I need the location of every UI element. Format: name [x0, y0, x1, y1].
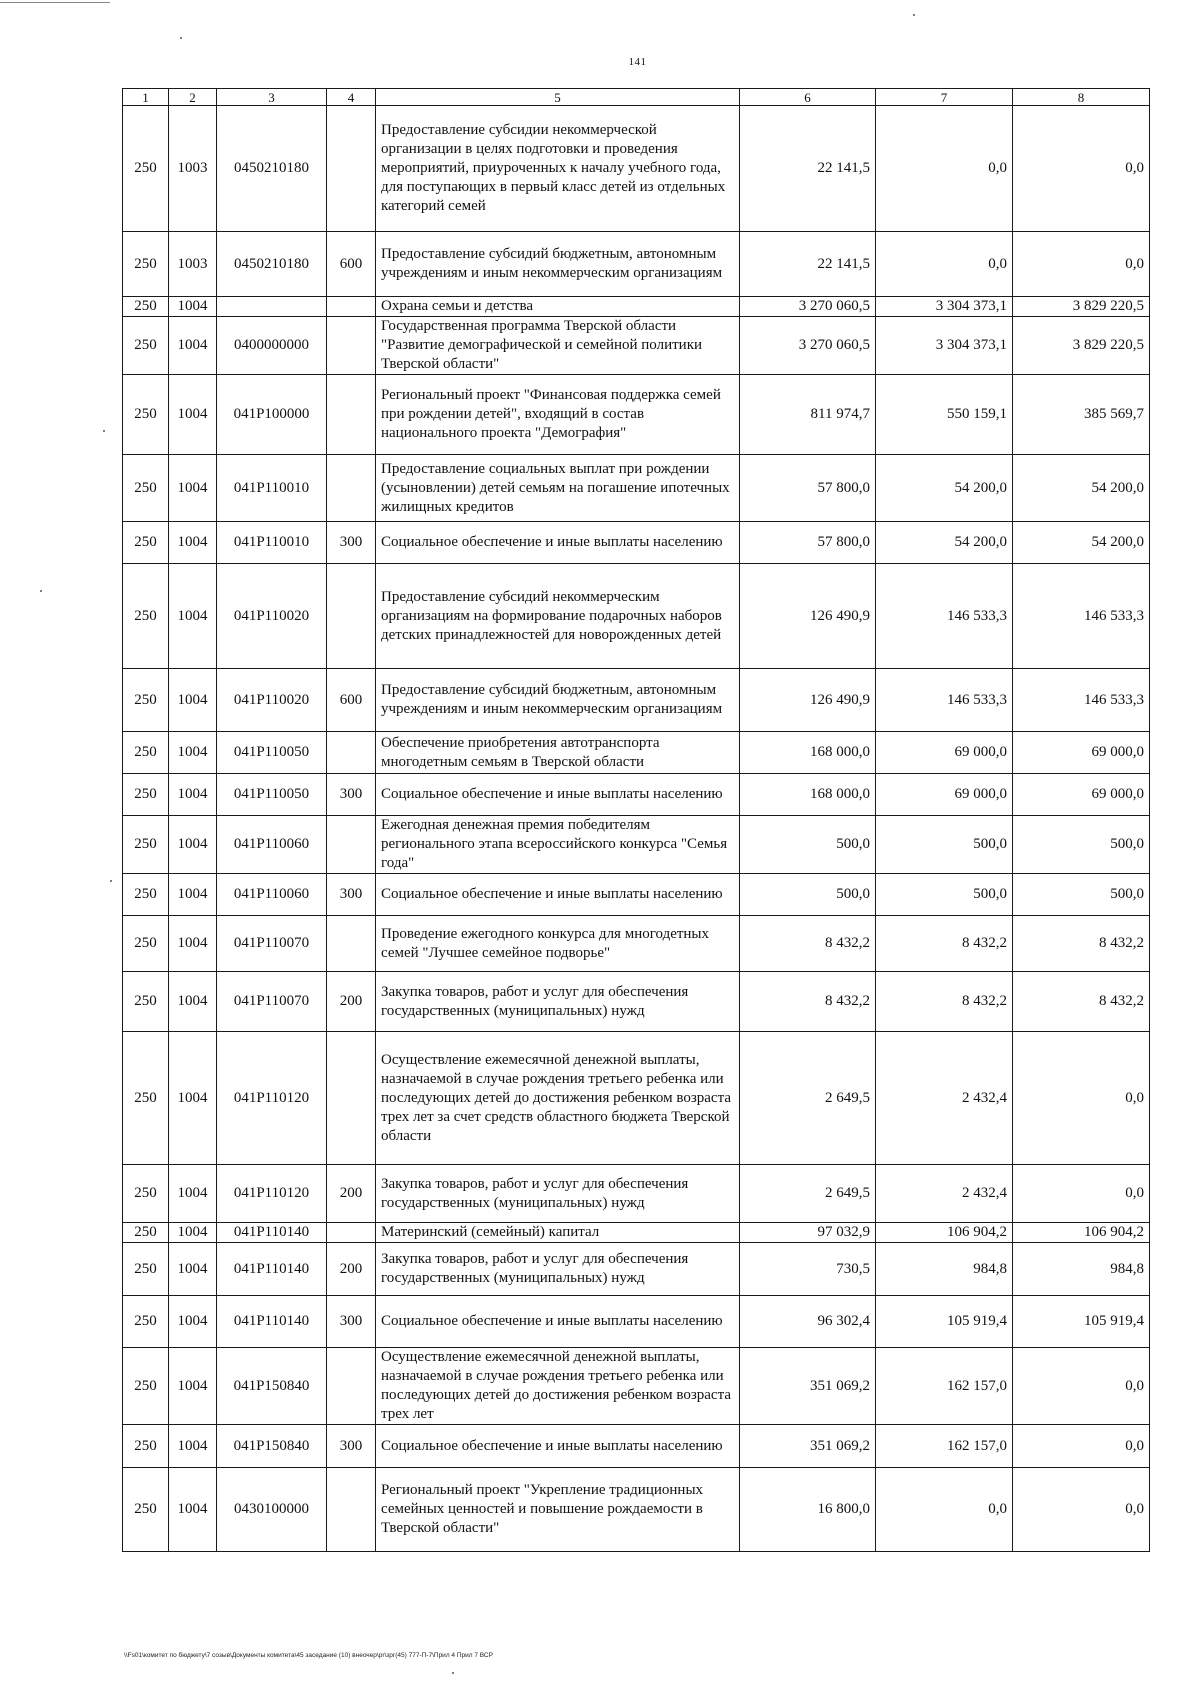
- cell-description: Социальное обеспечение и иные выплаты населению: [376, 522, 740, 564]
- cell-expense-type: 300: [327, 774, 376, 816]
- cell-expense-type: [327, 816, 376, 874]
- column-header: 8: [1013, 89, 1150, 106]
- cell-section-code: 1004: [169, 816, 217, 874]
- cell-amount-year1: 57 800,0: [740, 455, 876, 522]
- cell-admin-code: 250: [123, 732, 169, 774]
- cell-amount-year3: 106 904,2: [1013, 1223, 1150, 1243]
- cell-admin-code: 250: [123, 774, 169, 816]
- cell-amount-year2: 550 159,1: [876, 375, 1013, 455]
- cell-amount-year1: 3 270 060,5: [740, 317, 876, 375]
- cell-admin-code: 250: [123, 297, 169, 317]
- cell-section-code: 1004: [169, 1425, 217, 1468]
- cell-amount-year1: 8 432,2: [740, 916, 876, 972]
- table-row: [123, 106, 1150, 232]
- cell-section-code: 1003: [169, 106, 217, 232]
- scan-speck: [452, 1672, 454, 1674]
- table-row: [123, 1243, 1150, 1296]
- cell-section-code: 1004: [169, 522, 217, 564]
- cell-amount-year1: 351 069,2: [740, 1348, 876, 1425]
- table-body: [123, 106, 1150, 1552]
- cell-target-article: 041P110010: [217, 522, 327, 564]
- column-header: 6: [740, 89, 876, 106]
- cell-admin-code: 250: [123, 375, 169, 455]
- cell-amount-year3: 8 432,2: [1013, 916, 1150, 972]
- cell-amount-year3: 500,0: [1013, 874, 1150, 916]
- cell-section-code: 1004: [169, 564, 217, 669]
- cell-description: Предоставление субсидий бюджетным, автономным учреждениям и иным некоммерческим организациям: [376, 669, 740, 732]
- table-row: [123, 972, 1150, 1032]
- cell-admin-code: 250: [123, 1296, 169, 1348]
- cell-target-article: 041P110120: [217, 1165, 327, 1223]
- cell-admin-code: 250: [123, 1425, 169, 1468]
- cell-amount-year3: 0,0: [1013, 1425, 1150, 1468]
- cell-admin-code: 250: [123, 522, 169, 564]
- table-row: [123, 564, 1150, 669]
- cell-admin-code: 250: [123, 669, 169, 732]
- cell-expense-type: 200: [327, 1243, 376, 1296]
- cell-amount-year1: 2 649,5: [740, 1165, 876, 1223]
- cell-target-article: 041P110050: [217, 774, 327, 816]
- cell-amount-year1: 351 069,2: [740, 1425, 876, 1468]
- table-row: [123, 375, 1150, 455]
- cell-amount-year3: 54 200,0: [1013, 455, 1150, 522]
- cell-section-code: 1003: [169, 232, 217, 297]
- cell-amount-year3: 385 569,7: [1013, 375, 1150, 455]
- cell-amount-year3: 54 200,0: [1013, 522, 1150, 564]
- cell-target-article: [217, 297, 327, 317]
- cell-amount-year3: 3 829 220,5: [1013, 297, 1150, 317]
- cell-amount-year2: 146 533,3: [876, 669, 1013, 732]
- cell-expense-type: [327, 375, 376, 455]
- cell-amount-year2: 69 000,0: [876, 732, 1013, 774]
- cell-section-code: 1004: [169, 375, 217, 455]
- cell-amount-year1: 3 270 060,5: [740, 297, 876, 317]
- cell-target-article: 041P110020: [217, 564, 327, 669]
- cell-section-code: 1004: [169, 1223, 217, 1243]
- column-header: 3: [217, 89, 327, 106]
- cell-section-code: 1004: [169, 1468, 217, 1552]
- cell-description: Закупка товаров, работ и услуг для обеспечения государственных (муниципальных) нужд: [376, 972, 740, 1032]
- cell-description: Предоставление субсидий некоммерческим организациям на формирование подарочных наборов детских принадлежностей для новорожденных детей: [376, 564, 740, 669]
- cell-target-article: 041P110070: [217, 972, 327, 1032]
- cell-target-article: 041P110010: [217, 455, 327, 522]
- cell-amount-year3: 0,0: [1013, 1468, 1150, 1552]
- cell-amount-year3: 984,8: [1013, 1243, 1150, 1296]
- cell-target-article: 041P150840: [217, 1425, 327, 1468]
- cell-target-article: 0450210180: [217, 232, 327, 297]
- cell-amount-year3: 3 829 220,5: [1013, 317, 1150, 375]
- column-header: 1: [123, 89, 169, 106]
- table-row: [123, 1165, 1150, 1223]
- cell-amount-year1: 57 800,0: [740, 522, 876, 564]
- scan-speck: [180, 37, 182, 39]
- cell-admin-code: 250: [123, 1243, 169, 1296]
- cell-admin-code: 250: [123, 106, 169, 232]
- table-row: [123, 297, 1150, 317]
- cell-section-code: 1004: [169, 774, 217, 816]
- cell-admin-code: 250: [123, 1165, 169, 1223]
- cell-section-code: 1004: [169, 732, 217, 774]
- cell-expense-type: [327, 297, 376, 317]
- cell-admin-code: 250: [123, 455, 169, 522]
- cell-amount-year2: 54 200,0: [876, 522, 1013, 564]
- cell-amount-year1: 811 974,7: [740, 375, 876, 455]
- table-row: [123, 732, 1150, 774]
- cell-expense-type: 300: [327, 522, 376, 564]
- cell-amount-year2: 8 432,2: [876, 972, 1013, 1032]
- cell-amount-year2: 69 000,0: [876, 774, 1013, 816]
- cell-amount-year2: 146 533,3: [876, 564, 1013, 669]
- column-header: 2: [169, 89, 217, 106]
- cell-amount-year1: 126 490,9: [740, 669, 876, 732]
- cell-section-code: 1004: [169, 317, 217, 375]
- table-row: [123, 774, 1150, 816]
- cell-expense-type: 600: [327, 669, 376, 732]
- cell-admin-code: 250: [123, 816, 169, 874]
- cell-expense-type: 300: [327, 874, 376, 916]
- cell-description: Ежегодная денежная премия победителям регионального этапа всероссийского конкурса "Семья года": [376, 816, 740, 874]
- column-header: 7: [876, 89, 1013, 106]
- cell-admin-code: 250: [123, 232, 169, 297]
- cell-section-code: 1004: [169, 297, 217, 317]
- cell-target-article: 041P110070: [217, 916, 327, 972]
- cell-section-code: 1004: [169, 874, 217, 916]
- cell-expense-type: [327, 732, 376, 774]
- cell-amount-year3: 146 533,3: [1013, 564, 1150, 669]
- cell-expense-type: [327, 916, 376, 972]
- cell-section-code: 1004: [169, 916, 217, 972]
- cell-target-article: 0430100000: [217, 1468, 327, 1552]
- cell-target-article: 041P110140: [217, 1223, 327, 1243]
- cell-amount-year3: 105 919,4: [1013, 1296, 1150, 1348]
- column-number-row: [123, 89, 1150, 106]
- cell-amount-year3: 0,0: [1013, 1032, 1150, 1165]
- cell-target-article: 041P110140: [217, 1296, 327, 1348]
- cell-amount-year1: 97 032,9: [740, 1223, 876, 1243]
- cell-description: Охрана семьи и детства: [376, 297, 740, 317]
- cell-target-article: 0400000000: [217, 317, 327, 375]
- table-row: [123, 1468, 1150, 1552]
- cell-description: Предоставление субсидии некоммерческой организации в целях подготовки и проведения мероприятий, приуроченных к началу учебного года, для поступающих в первый класс детей из отдельных категорий семей: [376, 106, 740, 232]
- table-row: [123, 317, 1150, 375]
- scan-edge-line: [0, 2, 110, 3]
- cell-expense-type: [327, 564, 376, 669]
- cell-section-code: 1004: [169, 1348, 217, 1425]
- cell-amount-year2: 106 904,2: [876, 1223, 1013, 1243]
- cell-description: Социальное обеспечение и иные выплаты населению: [376, 1296, 740, 1348]
- table-row: [123, 1032, 1150, 1165]
- cell-section-code: 1004: [169, 1243, 217, 1296]
- cell-description: Социальное обеспечение и иные выплаты населению: [376, 774, 740, 816]
- cell-amount-year2: 500,0: [876, 874, 1013, 916]
- cell-amount-year3: 500,0: [1013, 816, 1150, 874]
- scan-speck: [103, 430, 105, 432]
- cell-amount-year2: 2 432,4: [876, 1165, 1013, 1223]
- cell-description: Материнский (семейный) капитал: [376, 1223, 740, 1243]
- cell-expense-type: 600: [327, 232, 376, 297]
- cell-admin-code: 250: [123, 1348, 169, 1425]
- table-row: [123, 455, 1150, 522]
- cell-admin-code: 250: [123, 1223, 169, 1243]
- cell-amount-year3: 69 000,0: [1013, 774, 1150, 816]
- cell-expense-type: 200: [327, 972, 376, 1032]
- table-row: [123, 1425, 1150, 1468]
- cell-section-code: 1004: [169, 972, 217, 1032]
- cell-amount-year2: 984,8: [876, 1243, 1013, 1296]
- table-row: [123, 1348, 1150, 1425]
- cell-description: Государственная программа Тверской области "Развитие демографической и семейной политики Тверской области": [376, 317, 740, 375]
- cell-amount-year3: 0,0: [1013, 1348, 1150, 1425]
- table-row: [123, 522, 1150, 564]
- scan-speck: [40, 590, 42, 592]
- cell-description: Осуществление ежемесячной денежной выплаты, назначаемой в случае рождения третьего ребенка или последующих детей до достижения ребенком возраста трех лет: [376, 1348, 740, 1425]
- cell-expense-type: [327, 317, 376, 375]
- cell-section-code: 1004: [169, 1032, 217, 1165]
- cell-amount-year3: 146 533,3: [1013, 669, 1150, 732]
- cell-admin-code: 250: [123, 564, 169, 669]
- cell-amount-year1: 126 490,9: [740, 564, 876, 669]
- cell-target-article: 041P100000: [217, 375, 327, 455]
- cell-target-article: 041P110050: [217, 732, 327, 774]
- cell-expense-type: 300: [327, 1296, 376, 1348]
- cell-amount-year1: 96 302,4: [740, 1296, 876, 1348]
- cell-description: Предоставление субсидий бюджетным, автономным учреждениям и иным некоммерческим организациям: [376, 232, 740, 297]
- cell-amount-year2: 0,0: [876, 232, 1013, 297]
- scan-speck: [110, 880, 112, 882]
- cell-description: Проведение ежегодного конкурса для многодетных семей "Лучшее семейное подворье": [376, 916, 740, 972]
- cell-amount-year1: 168 000,0: [740, 774, 876, 816]
- cell-description: Закупка товаров, работ и услуг для обеспечения государственных (муниципальных) нужд: [376, 1165, 740, 1223]
- column-header: 5: [376, 89, 740, 106]
- cell-amount-year1: 16 800,0: [740, 1468, 876, 1552]
- cell-description: Предоставление социальных выплат при рождении (усыновлении) детей семьям на погашение ипотечных жилищных кредитов: [376, 455, 740, 522]
- cell-amount-year1: 22 141,5: [740, 106, 876, 232]
- budget-table: [122, 88, 1150, 1552]
- column-header: 4: [327, 89, 376, 106]
- cell-amount-year1: 730,5: [740, 1243, 876, 1296]
- cell-expense-type: [327, 1223, 376, 1243]
- cell-expense-type: [327, 106, 376, 232]
- cell-section-code: 1004: [169, 1165, 217, 1223]
- cell-admin-code: 250: [123, 916, 169, 972]
- cell-admin-code: 250: [123, 1468, 169, 1552]
- cell-expense-type: [327, 1032, 376, 1165]
- cell-amount-year3: 69 000,0: [1013, 732, 1150, 774]
- cell-section-code: 1004: [169, 669, 217, 732]
- cell-target-article: 041P110140: [217, 1243, 327, 1296]
- cell-amount-year2: 0,0: [876, 1468, 1013, 1552]
- table-row: [123, 1223, 1150, 1243]
- cell-section-code: 1004: [169, 455, 217, 522]
- table-row: [123, 1296, 1150, 1348]
- cell-amount-year2: 162 157,0: [876, 1348, 1013, 1425]
- cell-amount-year2: 54 200,0: [876, 455, 1013, 522]
- cell-amount-year1: 168 000,0: [740, 732, 876, 774]
- cell-description: Осуществление ежемесячной денежной выплаты, назначаемой в случае рождения третьего ребенка или последующих детей до достижения ребенком возраста трех лет за счет средств областного бюджета Тверской области: [376, 1032, 740, 1165]
- cell-admin-code: 250: [123, 1032, 169, 1165]
- cell-description: Региональный проект "Укрепление традиционных семейных ценностей и повышение рождаемости в Тверской области": [376, 1468, 740, 1552]
- table-row: [123, 916, 1150, 972]
- cell-amount-year3: 8 432,2: [1013, 972, 1150, 1032]
- cell-admin-code: 250: [123, 874, 169, 916]
- cell-section-code: 1004: [169, 1296, 217, 1348]
- cell-target-article: 041P110120: [217, 1032, 327, 1165]
- cell-amount-year3: 0,0: [1013, 232, 1150, 297]
- cell-amount-year2: 8 432,2: [876, 916, 1013, 972]
- cell-target-article: 041P110060: [217, 874, 327, 916]
- cell-description: Обеспечение приобретения автотранспорта многодетным семьям в Тверской области: [376, 732, 740, 774]
- cell-expense-type: [327, 1468, 376, 1552]
- table-row: [123, 669, 1150, 732]
- cell-target-article: 041P110020: [217, 669, 327, 732]
- cell-amount-year1: 2 649,5: [740, 1032, 876, 1165]
- cell-amount-year2: 3 304 373,1: [876, 317, 1013, 375]
- cell-amount-year2: 0,0: [876, 106, 1013, 232]
- cell-description: Социальное обеспечение и иные выплаты населению: [376, 874, 740, 916]
- cell-amount-year3: 0,0: [1013, 1165, 1150, 1223]
- cell-amount-year2: 3 304 373,1: [876, 297, 1013, 317]
- table-row: [123, 816, 1150, 874]
- cell-target-article: 041P150840: [217, 1348, 327, 1425]
- cell-expense-type: 300: [327, 1425, 376, 1468]
- cell-description: Закупка товаров, работ и услуг для обеспечения государственных (муниципальных) нужд: [376, 1243, 740, 1296]
- file-path-footer: \\Fs01\комитет по бюджету\7 созыв\Документы комитета\45 заседание (10) внеочер\pr\зрг(45) 777-П-7\Прил 4 Прил 7 ВСР: [124, 1652, 493, 1659]
- cell-amount-year3: 0,0: [1013, 106, 1150, 232]
- cell-admin-code: 250: [123, 972, 169, 1032]
- cell-amount-year2: 2 432,4: [876, 1032, 1013, 1165]
- cell-target-article: 0450210180: [217, 106, 327, 232]
- cell-amount-year1: 500,0: [740, 874, 876, 916]
- cell-amount-year2: 162 157,0: [876, 1425, 1013, 1468]
- page-number: 141: [628, 56, 647, 68]
- cell-admin-code: 250: [123, 317, 169, 375]
- table-row: [123, 874, 1150, 916]
- cell-amount-year2: 105 919,4: [876, 1296, 1013, 1348]
- cell-amount-year1: 22 141,5: [740, 232, 876, 297]
- cell-description: Социальное обеспечение и иные выплаты населению: [376, 1425, 740, 1468]
- cell-description: Региональный проект "Финансовая поддержка семей при рождении детей", входящий в состав национального проекта "Демография": [376, 375, 740, 455]
- cell-amount-year1: 500,0: [740, 816, 876, 874]
- cell-amount-year2: 500,0: [876, 816, 1013, 874]
- cell-target-article: 041P110060: [217, 816, 327, 874]
- cell-expense-type: [327, 455, 376, 522]
- scan-speck: [913, 14, 915, 16]
- cell-expense-type: 200: [327, 1165, 376, 1223]
- table-row: [123, 232, 1150, 297]
- cell-amount-year1: 8 432,2: [740, 972, 876, 1032]
- cell-expense-type: [327, 1348, 376, 1425]
